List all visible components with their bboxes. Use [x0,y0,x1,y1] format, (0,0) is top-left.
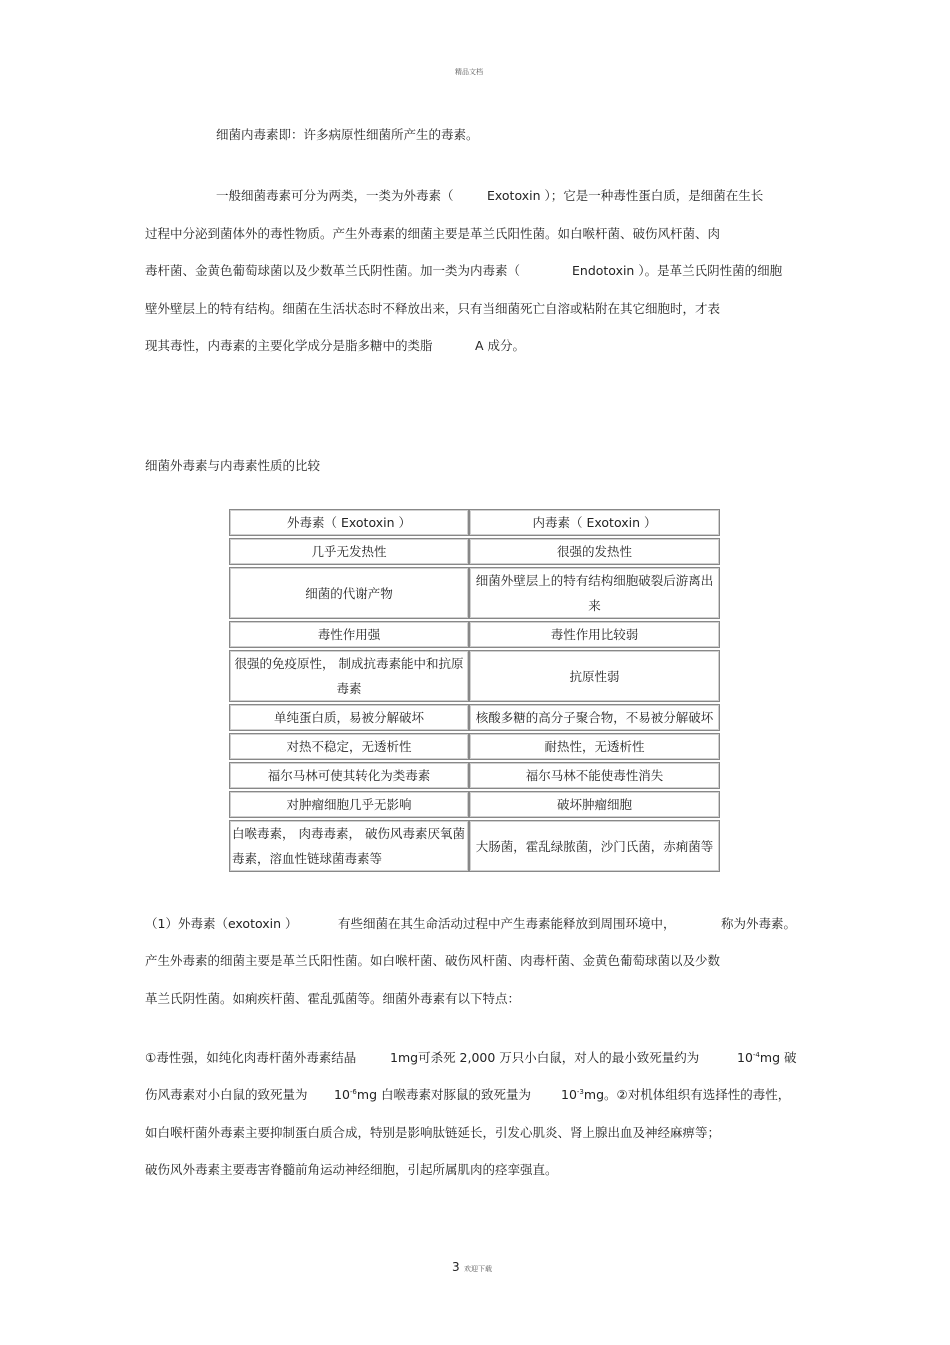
header-exotoxin: 外毒素（ Exotoxin ） [229,509,469,536]
cell-exo: 对热不稳定，无透析性 [229,733,469,760]
para3-line3: 如白喉杆菌外毒素主要抑制蛋白质合成，特别是影响肽链延长，引发心肌炎、肾上腺出血及神经麻痹等； [145,1125,721,1140]
para3-line1b: 1mg可杀死 2,000 万只小白鼠，对人的最小致死量约为 [390,1050,700,1065]
para2-line2: 产生外毒素的细菌主要是革兰氏阳性菌。如白喉杆菌、破伤风杆菌、肉毒杆菌、金黄色葡萄球菌以及少数 [145,953,721,968]
cell-endo: 抗原性弱 [469,650,720,702]
table-row [229,538,720,565]
table-row [229,704,720,731]
cell-endo: 大肠菌，霍乱绿脓菌，沙门氏菌，赤痢菌等 [469,820,720,872]
cell-exo: 毒性作用强 [229,621,469,648]
header-endotoxin: 内毒素（ Exotoxin ） [469,509,720,536]
para1-line3b: Endotoxin ）。是革兰氏阴性菌的细胞 [572,263,783,278]
para1-line1a: 一般细菌毒素可分为两类，一类为外毒素（ [216,188,454,203]
table-row [229,650,720,702]
table-row [229,791,720,818]
cell-endo: 毒性作用比较弱 [469,621,720,648]
table-row [229,567,720,619]
comparison-table [229,507,720,874]
cell-endo: 福尔马林不能使毒性消失 [469,762,720,789]
cell-exo: 几乎无发热性 [229,538,469,565]
para1-line3a: 毒杆菌、金黄色葡萄球菌以及少数革兰氏阴性菌。加一类为内毒素（ [145,263,521,278]
table-row [229,762,720,789]
cell-exo: 对肿瘤细胞几乎无影响 [229,791,469,818]
para2-line1c: 称为外毒素。 [721,916,797,931]
para3-line4: 破伤风外毒素主要毒害脊髓前角运动神经细胞，引起所属肌肉的痉挛强直。 [145,1162,558,1177]
cell-endo: 耐热性，无透析性 [469,733,720,760]
para3-line1c: $10^{-4}mg$ 破 [737,1050,797,1065]
intro-line: 细菌内毒素即：许多病原性细菌所产生的毒素。 [216,127,479,142]
para2-line1b: 有些细菌在其生命活动过程中产生毒素能释放到周围环境中， [338,916,676,931]
para3-line2a: 伤风毒素对小白鼠的致死量为 [145,1087,308,1102]
cell-exo: 很强的免疫原性， 制成抗毒素能中和抗原毒素 [229,650,469,702]
para2-line3: 革兰氏阴性菌。如痢疾杆菌、霍乱弧菌等。细菌外毒素有以下特点： [145,991,521,1006]
footer-text: 欢迎下载 [464,1265,492,1273]
para3-line2c: $10^{-3}mg$。②对机体组织有选择性的毒性， [561,1087,791,1102]
cell-exo: 细菌的代谢产物 [229,567,469,619]
page-header: 精品文档 [455,68,483,76]
para1-line4: 壁外壁层上的特有结构。细菌在生活状态时不释放出来，只有当细菌死亡自溶或粘附在其它细胞时，才表 [145,301,721,316]
cell-endo: 很强的发热性 [469,538,720,565]
table-title: 细菌外毒素与内毒素性质的比较 [145,458,321,473]
para1-line5a: 现其毒性，内毒素的主要化学成分是脂多糖中的类脂 [145,338,433,353]
para1-line2: 过程中分泌到菌体外的毒性物质。产生外毒素的细菌主要是革兰氏阳性菌。如白喉杆菌、破伤风杆菌、肉 [145,226,721,241]
cell-exo: 单纯蛋白质，易被分解破坏 [229,704,469,731]
cell-endo: 破坏肿瘤细胞 [469,791,720,818]
para3-line1a: ①毒性强，如纯化肉毒杆菌外毒素结晶 [145,1050,357,1065]
para1-line1b: Exotoxin ）；它是一种毒性蛋白质，是细菌在生长 [487,188,764,203]
cell-exo: 福尔马林可使其转化为类毒素 [229,762,469,789]
para2-line1a: （1）外毒素（exotoxin ） [145,916,298,931]
para3-line2b: $10^{-6}mg$ 白喉毒素对豚鼠的致死量为 [334,1087,531,1102]
table-row [229,621,720,648]
cell-endo: 核酸多糖的高分子聚合物，不易被分解破坏 [469,704,720,731]
table-row [229,733,720,760]
table-row [229,820,720,872]
para1-line5b: A 成分。 [475,338,526,353]
cell-exo: 白喉毒素， 肉毒毒素， 破伤风毒素厌氧菌毒素，溶血性链球菌毒素等 [229,820,469,872]
page-number: 3 [452,1260,460,1274]
table-header-row [229,509,720,536]
cell-endo: 细菌外壁层上的特有结构细胞破裂后游离出来 [469,567,720,619]
